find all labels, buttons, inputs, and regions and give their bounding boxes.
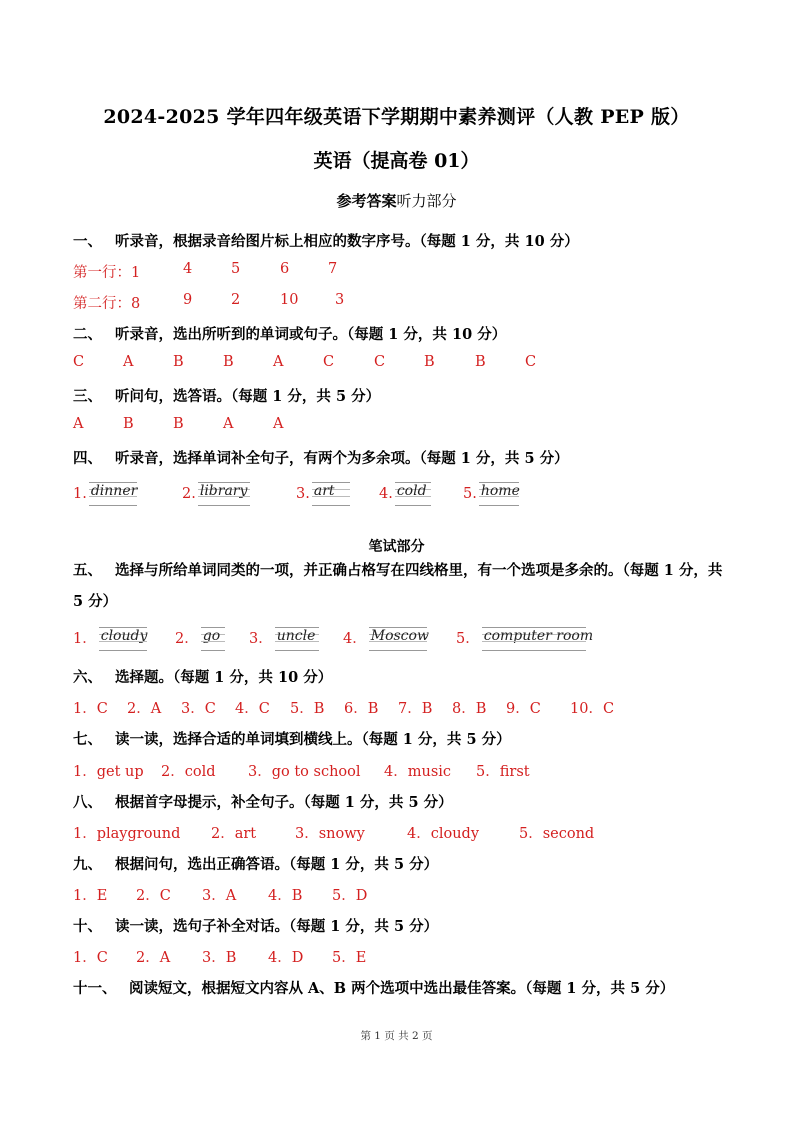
answer-heading-bold: 参考答案 <box>336 192 397 210</box>
answer-item: 5．E <box>332 950 367 966</box>
answer-item: 2．A <box>127 701 162 717</box>
answer-item: 4 <box>183 261 193 277</box>
answer-item: B <box>173 354 184 370</box>
section-5-text: 选择与所给单词同类的一项，并正确占格写在四线格里，有一个选项是多余的。（每题 1 分，共 5 分） <box>73 562 723 610</box>
answer-item: 5．B <box>290 701 325 717</box>
answer-item: 1．E <box>73 888 108 904</box>
answer-item: 1．C <box>73 950 108 966</box>
section-4-text: 听录音，选择单词补全句子，有两个为多余项。（每题 1 分，共 5 分） <box>115 450 569 467</box>
answer-item: 7 <box>328 261 338 277</box>
section-3-header <box>73 385 380 406</box>
section-3-number: 三、 <box>73 388 102 405</box>
section-5-number: 五、 <box>73 562 102 579</box>
answer-item: A <box>73 416 84 432</box>
answer-item: 4．D <box>268 950 304 966</box>
section-1-text: 听录音，根据录音给图片标上相应的数字序号。（每题 1 分，共 10 分） <box>115 233 579 250</box>
section-7-text: 读一读，选择合适的单词填到横线上。（每题 1 分，共 5 分） <box>115 731 511 748</box>
handwriting-answer <box>463 482 519 506</box>
row-1-label: 第一行：1 <box>73 265 141 281</box>
section-9-text: 根据问句，选出正确答语。（每题 1 分，共 5 分） <box>115 856 439 873</box>
answer-item: 5 <box>231 261 241 277</box>
row-2-label: 第二行：8 <box>73 296 141 312</box>
answer-item: B <box>223 354 234 370</box>
handwritten-word: computer room <box>483 628 594 644</box>
four-line-grid <box>89 482 137 506</box>
answer-item: 2．C <box>136 888 171 904</box>
answer-item: 2．art <box>211 826 257 842</box>
four-line-grid <box>275 627 319 651</box>
answer-item: 5．second <box>519 826 595 842</box>
section-4-number: 四、 <box>73 450 102 467</box>
handwriting-answer <box>182 482 250 506</box>
section-2-header <box>73 323 506 344</box>
section-4-header <box>73 447 569 468</box>
answer-item: C <box>73 354 85 370</box>
handwritten-word: home <box>480 483 520 499</box>
answer-item: B <box>173 416 184 432</box>
answer-item: B <box>475 354 486 370</box>
answer-heading <box>0 190 793 211</box>
answer-item: 10．C <box>570 701 615 717</box>
section-9-header <box>73 853 438 874</box>
answer-item: 1．playground <box>73 826 181 842</box>
section-11-text: 阅读短文，根据短文内容从 A、B 两个选项中选出最佳答案。（每题 1 分，共 5 分） <box>129 980 675 997</box>
answer-item: 3．snowy <box>295 826 365 842</box>
answer-number: 4. <box>379 486 393 502</box>
answer-item: A <box>123 354 134 370</box>
answer-number: 5. <box>463 486 477 502</box>
answer-number: 1． <box>73 631 97 647</box>
handwriting-answer <box>379 482 431 506</box>
answer-item: 4．C <box>235 701 270 717</box>
handwriting-answer <box>296 482 350 506</box>
answer-item: 2．A <box>136 950 171 966</box>
section-10-text: 读一读，选句子补全对话。（每题 1 分，共 5 分） <box>115 918 439 935</box>
handwritten-word: dinner <box>90 483 138 499</box>
four-line-grid <box>395 482 431 506</box>
answer-item: 1．C <box>73 701 108 717</box>
answer-number: 4． <box>343 631 367 647</box>
answer-item: C <box>323 354 335 370</box>
section-10-number: 十、 <box>73 918 102 935</box>
answer-item: 5．first <box>476 764 530 780</box>
handwriting-answer <box>73 482 137 506</box>
section-3-text: 听问句，选答语。（每题 1 分，共 5 分） <box>115 388 381 405</box>
handwritten-word: go <box>202 628 221 644</box>
four-line-grid <box>479 482 519 506</box>
handwriting-answer <box>175 627 225 651</box>
answer-item: 3．B <box>202 950 237 966</box>
answer-item: A <box>273 354 284 370</box>
handwritten-word: cold <box>396 483 427 499</box>
section-6-text: 选择题。（每题 1 分，共 10 分） <box>115 669 333 686</box>
answer-item: 8．B <box>452 701 487 717</box>
answer-item: 6．B <box>344 701 379 717</box>
section-1-header <box>73 230 579 251</box>
answer-item: 2．cold <box>161 764 216 780</box>
handwriting-answer <box>343 627 427 651</box>
answer-item: A <box>273 416 284 432</box>
page-footer: 第 1 页 共 2 页 <box>360 1030 433 1042</box>
answer-item: 3．A <box>202 888 237 904</box>
section-6-number: 六、 <box>73 669 102 686</box>
four-line-grid <box>201 627 225 651</box>
section-2-text: 听录音，选出所听到的单词或句子。（每题 1 分，共 10 分） <box>115 326 507 343</box>
section-10-header <box>73 915 438 936</box>
four-line-grid <box>312 482 350 506</box>
answer-item: 4．music <box>384 764 452 780</box>
section-5-header <box>73 555 733 617</box>
answer-number: 2． <box>175 631 199 647</box>
answer-item: 3．C <box>181 701 216 717</box>
section-8-text: 根据首字母提示，补全句子。（每题 1 分，共 5 分） <box>115 794 453 811</box>
handwritten-word: uncle <box>276 628 316 644</box>
answer-item: 4．B <box>268 888 303 904</box>
answer-number: 3． <box>249 631 273 647</box>
answer-number: 3. <box>296 486 310 502</box>
section-11-header <box>73 977 674 998</box>
answer-item: B <box>424 354 435 370</box>
answer-item: 10 <box>280 292 299 308</box>
section-2-number: 二、 <box>73 326 102 343</box>
section-8-number: 八、 <box>73 794 102 811</box>
answer-number: 2. <box>182 486 196 502</box>
listening-part-label: 听力部分 <box>396 192 457 210</box>
document-title: 2024-2025 学年四年级英语下学期期中素养测评（人教 PEP 版） <box>103 106 690 128</box>
answer-item: 4．cloudy <box>407 826 480 842</box>
section-11-number: 十一、 <box>73 980 117 997</box>
handwritten-word: library <box>199 483 248 499</box>
answer-item: 3 <box>335 292 345 308</box>
answer-item: C <box>525 354 537 370</box>
answer-number: 1. <box>73 486 87 502</box>
document-subtitle: 英语（提高卷 01） <box>313 150 480 172</box>
four-line-grid <box>99 627 147 651</box>
answer-item: C <box>374 354 386 370</box>
answer-item: 2 <box>231 292 241 308</box>
answer-item: 6 <box>280 261 290 277</box>
section-6-header <box>73 666 332 687</box>
answer-number: 5． <box>456 631 480 647</box>
handwriting-answer <box>456 627 594 651</box>
handwritten-word: Moscow <box>370 628 429 644</box>
answer-item: 1．get up <box>73 764 144 780</box>
handwritten-word: cloudy <box>100 628 148 644</box>
section-1-number: 一、 <box>73 233 102 250</box>
answer-item: 9 <box>183 292 193 308</box>
four-line-grid <box>369 627 427 651</box>
section-9-number: 九、 <box>73 856 102 873</box>
handwritten-word: art <box>313 483 335 499</box>
answer-item: 7．B <box>398 701 433 717</box>
answer-item: 5．D <box>332 888 368 904</box>
answer-item: 3．go to school <box>248 764 361 780</box>
section-8-header <box>73 791 453 812</box>
section-7-header <box>73 728 511 749</box>
handwriting-answer <box>73 627 147 651</box>
handwriting-answer <box>249 627 319 651</box>
four-line-grid <box>482 627 594 651</box>
answer-item: B <box>123 416 134 432</box>
written-part-heading: 笔试部分 <box>368 539 425 555</box>
section-7-number: 七、 <box>73 731 102 748</box>
answer-item: A <box>223 416 234 432</box>
answer-item: 9．C <box>506 701 541 717</box>
four-line-grid <box>198 482 250 506</box>
